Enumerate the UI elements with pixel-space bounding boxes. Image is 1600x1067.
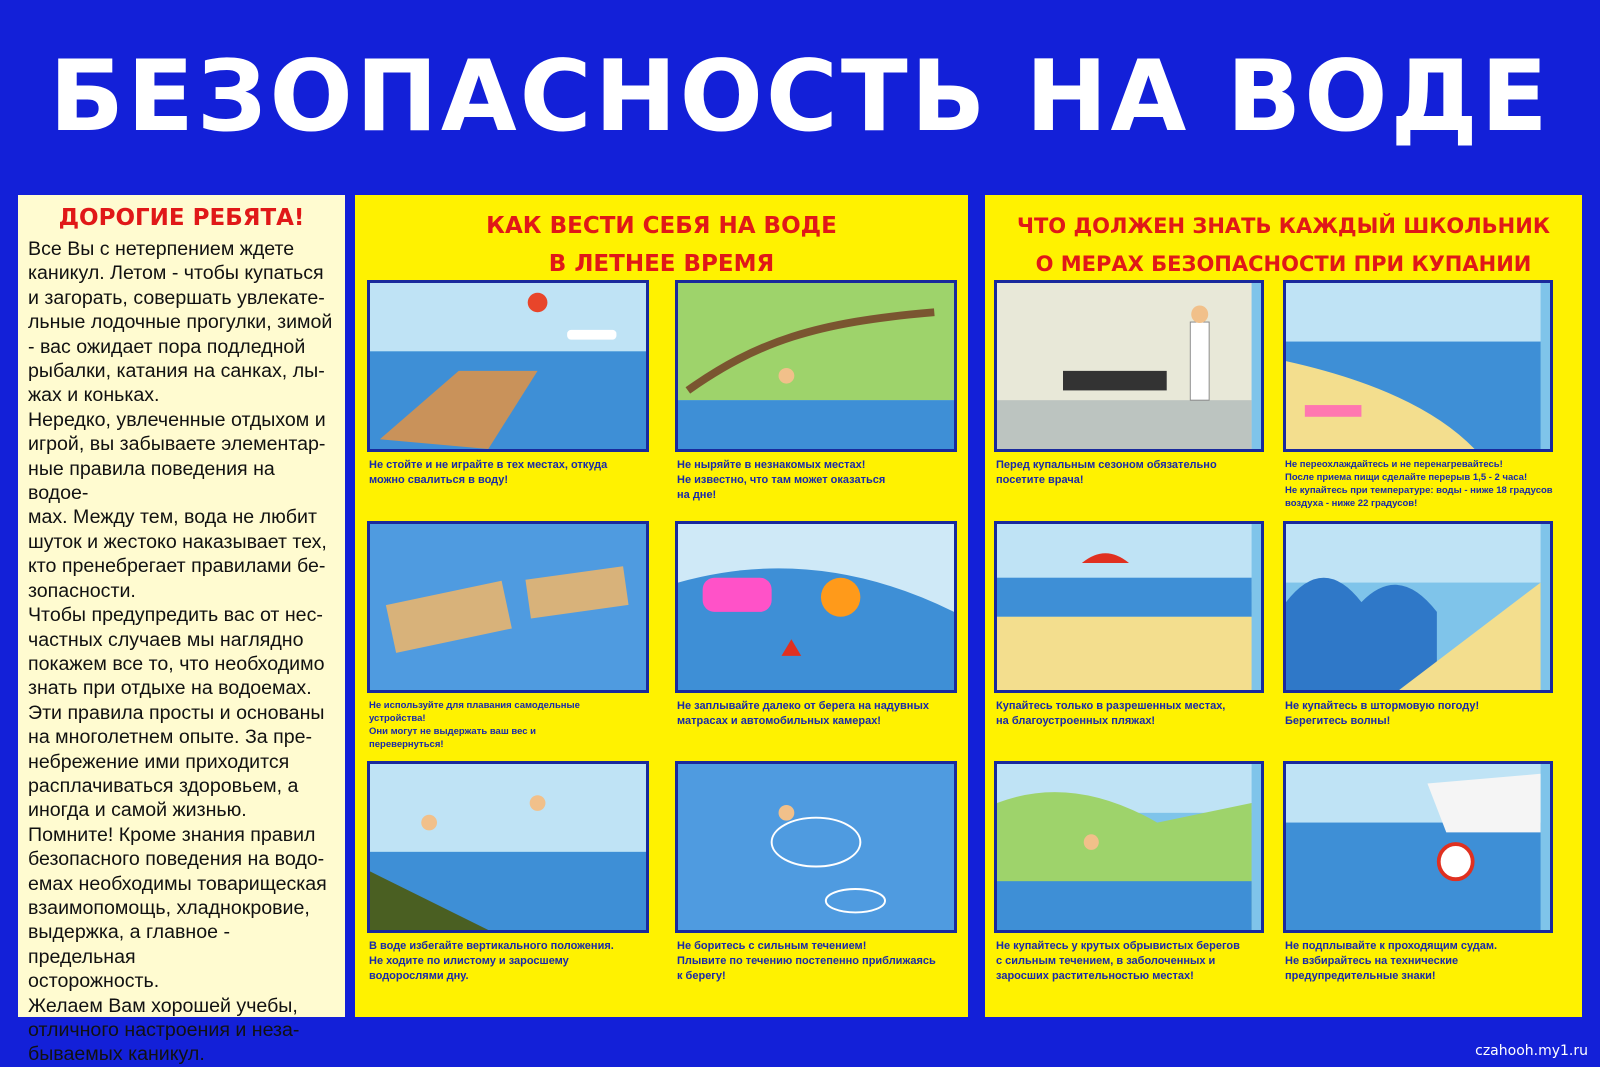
rule-caption-line: матрасах и автомобильных камерах!	[677, 715, 881, 727]
rule-card	[675, 521, 957, 756]
scene-illustration	[1286, 524, 1550, 690]
intro-line: знать при отдыхе на водоемах.	[28, 677, 312, 700]
rule-illustration	[994, 521, 1264, 693]
intro-line: Помните! Кроме знания правил	[28, 823, 316, 846]
intro-line: рыбалки, катания на санках, лы-	[28, 360, 325, 383]
rule-caption	[996, 458, 1286, 488]
rule-caption-line: Не используйте для плавания самодельные	[369, 700, 580, 711]
rule-caption	[369, 458, 671, 488]
intro-line: на многолетнем опыте. За пре-	[28, 726, 313, 749]
panel-left-heading-line1: КАК ВЕСТИ СЕБЯ НА ВОДЕ	[486, 213, 837, 239]
scene-illustration	[678, 764, 954, 930]
rule-caption-line: посетите врача!	[996, 474, 1084, 486]
rule-card	[994, 280, 1264, 515]
rule-caption-line: После приема пищи сделайте перерыв 1,5 - 2 часа!	[1285, 472, 1528, 483]
scene-illustration	[370, 283, 646, 449]
scene-illustration	[997, 764, 1261, 930]
scene-illustration	[678, 283, 954, 449]
rule-illustration	[1283, 280, 1553, 452]
intro-line: взаимопомощь, хладнокровие,	[28, 896, 310, 919]
intro-line: отличного настроения и неза-	[28, 1019, 300, 1041]
rule-caption	[369, 699, 671, 751]
rule-caption-line: Не заплывайте далеко от берега на надувных	[677, 700, 929, 712]
intro-line: расплачиваться здоровьем, а	[28, 774, 299, 797]
intro-line: игрой, вы забываете элементар-	[28, 433, 326, 456]
panel-left-heading	[355, 207, 968, 283]
scene-illustration	[678, 524, 954, 690]
intro-line: жах и коньках.	[28, 384, 160, 407]
rule-illustration	[367, 521, 649, 693]
rule-caption	[1285, 458, 1575, 510]
intro-line: и загорать, совершать увлекате-	[28, 286, 325, 309]
rule-caption	[677, 458, 979, 503]
rule-caption-line: Не купайтесь в штормовую погоду!	[1285, 700, 1480, 712]
rule-caption-line: предупредительные знаки!	[1285, 970, 1436, 982]
scene-illustration	[1286, 283, 1550, 449]
rule-caption-line: Не ходите по илистому и заросшему	[369, 955, 569, 967]
rule-caption-line: заросших растительностью местах!	[996, 970, 1194, 982]
intro-line: частных случаев мы наглядно	[28, 628, 304, 651]
intro-line: иногда и самой жизнью.	[28, 799, 247, 822]
intro-line: осторожность.	[28, 970, 160, 993]
rule-illustration	[367, 280, 649, 452]
rule-caption-line: В воде избегайте вертикального положения.	[369, 940, 614, 952]
rule-card	[675, 761, 957, 996]
panel-summer-behavior	[355, 195, 968, 1017]
intro-line: Нередко, увлеченные отдыхом и	[28, 408, 326, 431]
intro-line: каникул. Летом - чтобы купаться	[28, 262, 324, 285]
panel-school-safety	[985, 195, 1582, 1017]
intro-line: Желаем Вам хорошей учебы,	[28, 994, 298, 1017]
rule-caption-line: Перед купальным сезоном обязательно	[996, 459, 1217, 471]
intro-line: зопасности.	[28, 579, 136, 602]
rule-caption-line: Берегитесь волны!	[1285, 715, 1391, 727]
rule-caption-line: с сильным течением, в заболоченных и	[996, 955, 1216, 967]
intro-heading: ДОРОГИЕ РЕБЯТА!	[58, 205, 305, 231]
intro-line: кто пренебрегает правилами бе-	[28, 555, 326, 578]
rule-card	[1283, 280, 1553, 515]
rule-card	[367, 521, 649, 756]
rule-caption-line: Не переохлаждайтесь и не перенагревайтесь!	[1285, 459, 1503, 470]
intro-line: ные правила поведения на водое-	[28, 457, 275, 505]
intro-line: шуток и жестоко наказывает тех,	[28, 530, 327, 553]
scene-illustration	[370, 524, 646, 690]
rule-illustration	[994, 280, 1264, 452]
rule-caption-line: Не известно, что там может оказаться	[677, 474, 886, 486]
rule-caption-line: Они могут не выдержать ваш вес и	[369, 726, 537, 737]
rule-caption-line: на благоустроенных пляжах!	[996, 715, 1156, 727]
rule-caption-line: на дне!	[677, 489, 717, 501]
rule-caption-line: Не купайтесь при температуре: воды - ниже 18 градусов	[1285, 485, 1553, 496]
rule-caption	[996, 939, 1286, 984]
intro-line: льные лодочные прогулки, зимой	[28, 311, 333, 334]
rule-caption-line: Не подплывайте к проходящим судам.	[1285, 940, 1498, 952]
rule-illustration	[675, 521, 957, 693]
rule-caption	[677, 939, 979, 984]
rule-card	[1283, 761, 1553, 996]
intro-line: безопасного поведения на водо-	[28, 848, 325, 871]
rule-caption	[369, 939, 671, 984]
rule-card	[367, 761, 649, 996]
scene-illustration	[997, 524, 1261, 690]
rule-caption-line: устройства!	[369, 713, 426, 724]
rule-caption-line: Плывите по течению постепенно приближаясь	[677, 955, 936, 967]
rule-caption	[996, 699, 1286, 729]
rule-illustration	[1283, 761, 1553, 933]
rule-card	[1283, 521, 1553, 756]
rule-card	[367, 280, 649, 515]
panel-right-heading-line1: ЧТО ДОЛЖЕН ЗНАТЬ КАЖДЫЙ ШКОЛЬНИК	[1017, 214, 1550, 238]
scene-illustration	[1286, 764, 1550, 930]
rule-caption	[677, 699, 979, 729]
rule-caption-line: к берегу!	[677, 970, 726, 982]
intro-line: мах. Между тем, вода не любит	[28, 506, 317, 529]
rule-caption-line: Купайтесь только в разрешенных местах,	[996, 700, 1226, 712]
scene-illustration	[997, 283, 1261, 449]
watermark: czahooh.my1.ru	[1475, 1043, 1588, 1059]
rule-card	[994, 761, 1264, 996]
panel-right-heading	[985, 207, 1582, 283]
rule-caption-line: водорослями дну.	[369, 970, 469, 982]
poster-title: БЕЗОПАСНОСТЬ НА ВОДЕ	[49, 40, 1551, 154]
rule-illustration	[675, 761, 957, 933]
scene-illustration	[370, 764, 646, 930]
rule-illustration	[994, 761, 1264, 933]
rule-caption-line: Не взбирайтесь на технические	[1285, 955, 1459, 967]
rule-caption-line: воздуха - ниже 22 градусов!	[1285, 498, 1418, 509]
intro-panel	[18, 195, 345, 1066]
rule-illustration	[367, 761, 649, 933]
intro-text	[28, 237, 335, 1067]
rule-caption-line: Не ныряйте в незнакомых местах!	[677, 459, 866, 471]
rule-caption-line: перевернуться!	[369, 739, 444, 750]
rule-caption-line: Не купайтесь у крутых обрывистых берегов	[996, 940, 1240, 952]
rule-illustration	[675, 280, 957, 452]
rule-caption	[1285, 699, 1575, 729]
intro-line: Эти правила просты и основаны	[28, 701, 325, 724]
intro-line: бываемых каникул.	[28, 1043, 205, 1066]
intro-line: Все Вы с нетерпением ждете	[28, 238, 295, 260]
rule-caption	[1285, 939, 1575, 984]
rule-caption-line: Не боритесь с сильным течением!	[677, 940, 867, 952]
rule-illustration	[1283, 521, 1553, 693]
intro-line: небрежение ими приходится	[28, 750, 290, 773]
panel-left-heading-line2: В ЛЕТНЕЕ ВРЕМЯ	[548, 251, 775, 277]
rule-caption-line: можно свалиться в воду!	[369, 474, 509, 486]
intro-line: покажем все то, что необходимо	[28, 652, 325, 675]
intro-line: выдержка, а главное - предельная	[28, 921, 230, 968]
panel-right-heading-line2: О МЕРАХ БЕЗОПАСНОСТИ ПРИ КУПАНИИ	[1035, 252, 1532, 276]
intro-line: емах необходимы товарищеская	[28, 872, 327, 895]
intro-line: - вас ожидает пора подледной	[28, 335, 306, 358]
rule-caption-line: Не стойте и не играйте в тех местах, откуда	[369, 459, 608, 471]
intro-line: Чтобы предупредить вас от нес-	[28, 604, 323, 627]
rule-card	[675, 280, 957, 515]
rule-card	[994, 521, 1264, 756]
